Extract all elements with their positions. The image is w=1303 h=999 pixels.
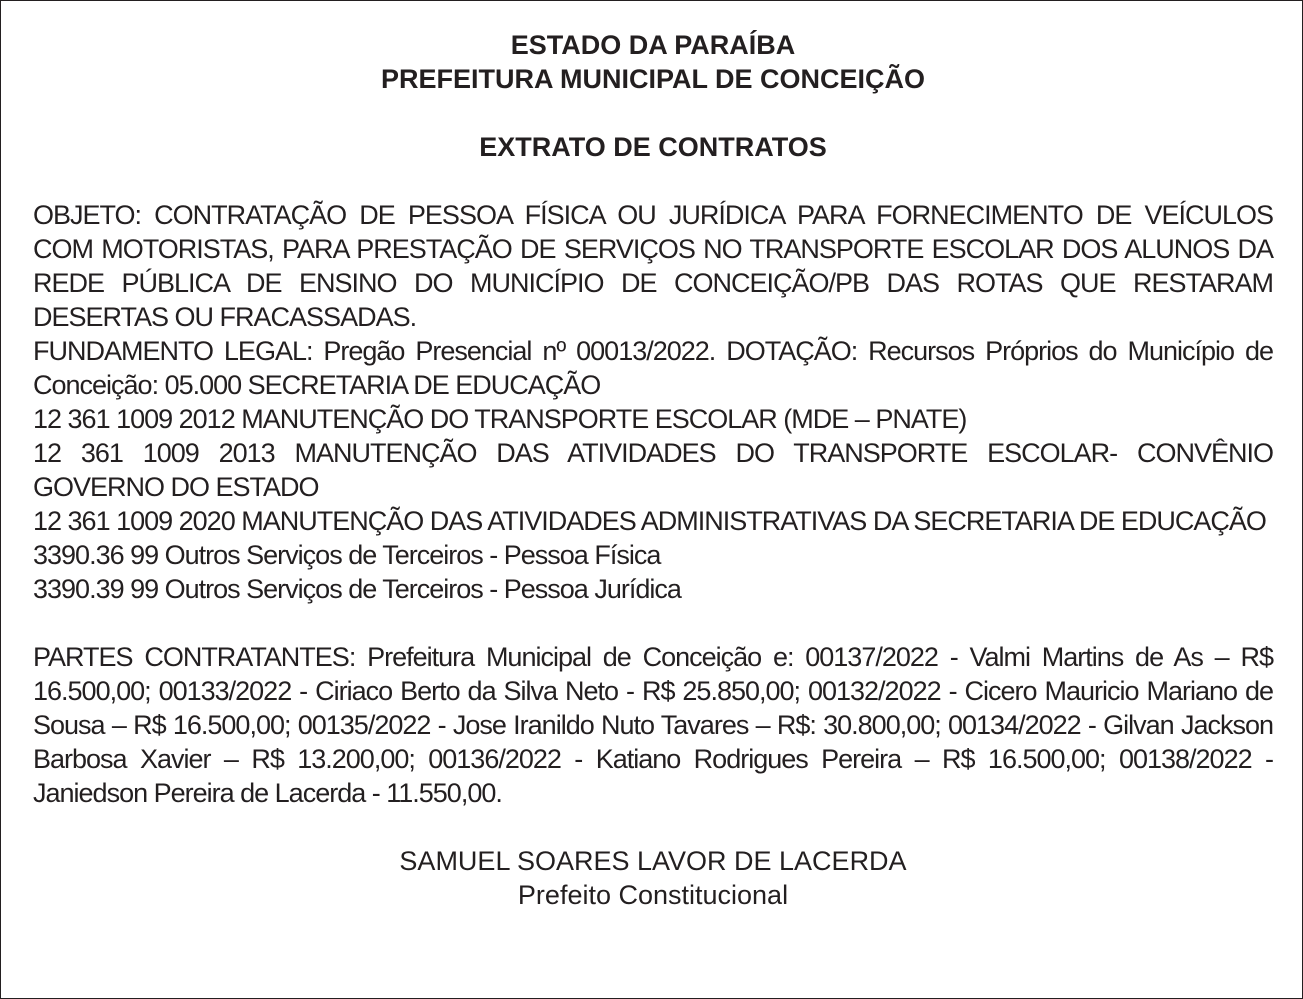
fundamento-paragraph: FUNDAMENTO LEGAL: Pregão Presencial nº 00013/2022. DOTAÇÃO: Recursos Próprios do Município de Conceição: 05.000 SECRETARIA DE EDUCAÇÃO — [33, 336, 1273, 400]
dotacao-line-2: 12 361 1009 2013 MANUTENÇÃO DAS ATIVIDADES DO TRANSPORTE ESCOLAR- CONVÊNIO GOVERNO DO ESTADO — [33, 438, 1273, 502]
partes-paragraph: PARTES CONTRATANTES: Prefeitura Municipal de Conceição e: 00137/2022 - Valmi Martins de As – R$ 16.500,00; 00133/2022 - Ciriaco Berto da Silva Neto - R$ 25.850,00; 00132/2022 - Cicero Mauricio Mariano de Sousa – R$ 16.500,00; 00135/2022 - Jose Iranildo Nuto Tavares – R$: 30.800,00; 00134/2022 - Gilvan Jackson Barbosa Xavier – R$ 13.200,00; 00136/2022 - Katiano Rodrigues Pereira – R$ 16.500,00; 00138/2022 - Janiedson Pereira de Lacerda - 11.550,00. — [33, 642, 1273, 808]
dotacao-line-3: 12 361 1009 2020 MANUTENÇÃO DAS ATIVIDADES ADMINISTRATIVAS DA SECRETARIA DE EDUCAÇÃO — [33, 506, 1266, 536]
document-title: EXTRATO DE CONTRATOS — [479, 132, 827, 162]
dotacao-line-1: 12 361 1009 2012 MANUTENÇÃO DO TRANSPORTE ESCOLAR (MDE – PNATE) — [33, 404, 967, 434]
document-body — [33, 28, 1273, 912]
objeto-paragraph: OBJETO: CONTRATAÇÃO DE PESSOA FÍSICA OU JURÍDICA PARA FORNECIMENTO DE VEÍCULOS COM MOTORISTAS, PARA PRESTAÇÃO DE SERVIÇOS NO TRANSPORTE ESCOLAR DOS ALUNOS DA REDE PÚBLICA DE ENSINO DO MUNICÍPIO DE CONCEIÇÃO/PB DAS ROTAS QUE RESTARAM DESERTAS OU FRACASSADAS. — [33, 200, 1273, 332]
state-heading: ESTADO DA PARAÍBA — [510, 30, 796, 60]
city-heading: PREFEITURA MUNICIPAL DE CONCEIÇÃO — [380, 64, 926, 94]
signatory-name: SAMUEL SOARES LAVOR DE LACERDA — [399, 846, 907, 876]
signatory-role: Prefeito Constitucional — [517, 880, 789, 910]
dotacao-line-5: 3390.39 99 Outros Serviços de Terceiros - Pessoa Jurídica — [33, 574, 681, 604]
dotacao-line-4: 3390.36 99 Outros Serviços de Terceiros - Pessoa Física — [33, 540, 661, 570]
